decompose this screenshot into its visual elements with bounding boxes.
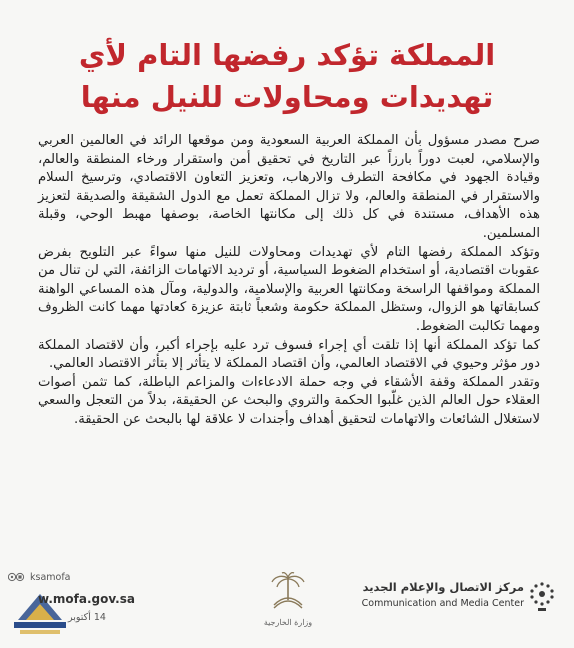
media-center-branding xyxy=(361,578,560,618)
footer-contact xyxy=(8,568,135,638)
paragraph-2: وتؤكد المملكة رفضها التام لأي تهديدات ومحاولات للنيل منها سواءً عبر التلويح بفرض عقوبات اقتصادية، أو استخدام الضغوط السياسية، أو ترديد الاتهامات الزائفة، التي لن تنال من المملكة ومواقفها الراسخة ومكانتها العربية والإسلامية، والدولية، ومآل هذه المساعي الواهنة كسابقاتها هو الزوال، وستظل المملكة حكومة وشعباً ثابتة عزيزة كعادتها مهما كانت الظروف ومهما تكالبت الضغوط. xyxy=(38,244,540,334)
media-center-logo-icon xyxy=(528,580,556,614)
social-handle: ksamofa xyxy=(30,572,71,583)
media-center-name-ar: مركز الاتصال والإعلام الجديد xyxy=(362,580,524,594)
headline-line-1: المملكة تؤكد رفضها التام لأي xyxy=(78,38,496,72)
paragraph-1: صرح مصدر مسؤول بأن المملكة العربية السعودية ومن موقعها الرائد في العالمين العربي والإسلامي، لعبت دوراً بارزاً عبر التاريخ في تحقيق أمن واستقرار ورخاء المنطقة والعالم، وقيادة الجهود في مكافحة التطرف والارهاب، وتعزيز التعاون الاقتصادي، وترسيخ السلام والاستقرار في المنطقة والعالم، ولا تزال المملكة تعمل مع الدول الشقيقة والصديقة لتعزيز هذه الأهداف، مستندة في كل ذلك إلى مكانتها الخاصة، بوصفها مهبط الوحي، وقبلة المسلمين. xyxy=(38,133,540,241)
media-center-name-en: Communication and Media Center xyxy=(361,598,524,609)
ministry-emblem xyxy=(252,572,324,636)
social-media-icon xyxy=(8,570,28,584)
paragraph-4: وتقدر المملكة وقفة الأشقاء في وجه حملة الادعاءات والمزاعم الباطلة، كما تثمن أصوات العقلاء حول العالم الذين غلّبوا الحكمة والتروي والبحث عن الحقيقة، بدلاً من التعجل والسعي لاستغلال الشائعات والاتهامات لتحقيق أهداف وأجندات لا علاقة لها بالبحث عن الحقيقة. xyxy=(38,374,540,427)
website-link[interactable]: w.mofa.gov.sa xyxy=(38,592,135,606)
headline xyxy=(40,34,534,118)
palm-swords-emblem-icon xyxy=(266,572,310,612)
statement-body xyxy=(38,132,540,430)
paragraph-3: كما تؤكد المملكة أنها إذا تلقت أي إجراء فسوف ترد عليه بإجراء أكبر، وأن لاقتصاد المملكة دور مؤثر وحيوي في الاقتصاد العالمي، وأن اقتصاد المملكة لا يتأثر إلا بتأثر الاقتصاد العالمي. xyxy=(38,337,540,372)
headline-line-2: تهديدات ومحاولات للنيل منها xyxy=(80,80,494,114)
publish-date: 14 أكتوبر xyxy=(68,612,106,623)
ministry-caption: وزارة الخارجية xyxy=(263,618,313,627)
